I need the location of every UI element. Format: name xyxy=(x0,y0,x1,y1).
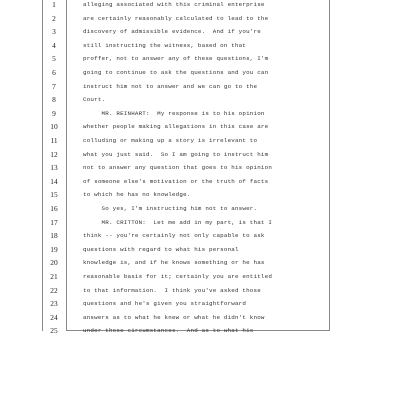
line-number: 25 xyxy=(50,326,58,336)
line-number: 8 xyxy=(52,95,56,105)
line-text: colluding or making up a story is irrelevant to xyxy=(83,137,258,144)
transcript-line xyxy=(0,188,400,202)
line-number: 19 xyxy=(50,244,58,254)
transcript-line xyxy=(0,0,400,12)
line-text: instruct him not to answer and we can go to the xyxy=(83,82,258,90)
transcript-line xyxy=(0,134,400,148)
transcript-line xyxy=(0,12,400,26)
line-text: still instructing the witness, based on that xyxy=(83,41,247,49)
transcript-line xyxy=(0,161,400,175)
line-number: 5 xyxy=(52,54,56,64)
transcript-line xyxy=(0,93,400,107)
line-text: think -- you're certainly not only capable to ask xyxy=(83,232,265,240)
transcript-line xyxy=(0,256,400,270)
line-number: 6 xyxy=(52,68,56,77)
transcript-line xyxy=(0,52,400,66)
line-number: 14 xyxy=(50,176,58,186)
line-text: alleging associated with this criminal enterprise xyxy=(83,1,265,8)
line-text: questions with regard to what his personal xyxy=(83,245,239,253)
line-text: discovery of admissible evidence. And if you're xyxy=(83,28,261,36)
line-text: knowledge is, and if he knows something or he has xyxy=(83,259,265,267)
line-text: of someone else's motivation or the truth of facts xyxy=(83,177,269,185)
line-number: 12 xyxy=(50,149,58,159)
line-text: questions and he's given you straightforward xyxy=(83,300,247,308)
transcript-line xyxy=(0,25,400,39)
line-number: 16 xyxy=(50,204,58,213)
transcript-line xyxy=(0,216,400,230)
transcript-line xyxy=(0,311,400,325)
line-number: 2 xyxy=(52,13,56,23)
line-text: MR. CRITTON: Let me add in my part, is that I xyxy=(83,218,273,226)
transcript-line xyxy=(0,107,400,121)
line-number: 1 xyxy=(52,0,56,9)
line-number: 24 xyxy=(50,312,58,322)
line-number: 23 xyxy=(50,299,58,309)
line-text: to that information. I think you've asked those xyxy=(83,286,261,294)
line-number: 18 xyxy=(50,231,58,241)
transcript-line xyxy=(0,39,400,53)
line-number: 3 xyxy=(52,27,56,37)
transcript-line xyxy=(0,229,400,243)
line-number: 21 xyxy=(50,272,58,281)
transcript-line xyxy=(0,284,400,298)
line-text: answers as to what he knew or what he didn't know xyxy=(83,313,265,321)
line-number: 4 xyxy=(52,40,56,50)
line-text: going to continue to ask the questions and you can xyxy=(83,69,269,76)
transcript-line xyxy=(0,120,400,134)
transcript-line xyxy=(0,66,400,80)
transcript-line xyxy=(0,80,400,94)
line-number: 20 xyxy=(50,258,58,268)
transcript-line xyxy=(0,297,400,311)
line-number: 15 xyxy=(50,190,58,200)
transcript-line xyxy=(0,175,400,189)
line-text: what you just said. So I am going to instruct him xyxy=(83,150,269,158)
line-text: proffer, not to answer any of these questions, I'm xyxy=(83,55,269,63)
line-number: 10 xyxy=(50,122,58,132)
line-number: 17 xyxy=(50,217,58,227)
transcript-line xyxy=(0,324,400,338)
line-text: So yes, I'm instructing him not to answer. xyxy=(83,205,258,212)
line-text: to which he has no knowledge. xyxy=(83,191,191,199)
line-number: 13 xyxy=(50,163,58,173)
line-text: are certainly reasonably calculated to lead to the xyxy=(83,14,269,22)
line-number: 22 xyxy=(50,285,58,295)
line-text: under those circumstances. And as to what his xyxy=(83,327,254,335)
line-number: 11 xyxy=(50,136,58,145)
line-number: 7 xyxy=(52,81,56,91)
transcript-line xyxy=(0,202,400,216)
transcript-line xyxy=(0,243,400,257)
line-text: MR. REINHART: My response is to his opinion xyxy=(83,109,265,117)
line-text: not to answer any question that goes to his opinion xyxy=(83,164,273,172)
line-number: 9 xyxy=(52,108,56,118)
line-text: whether people making allegations in this case are xyxy=(83,123,269,131)
transcript-line xyxy=(0,270,400,284)
line-text: reasonable basis for it; certainly you are entitled xyxy=(83,273,273,280)
transcript-line xyxy=(0,148,400,162)
line-text: Court. xyxy=(83,96,106,104)
